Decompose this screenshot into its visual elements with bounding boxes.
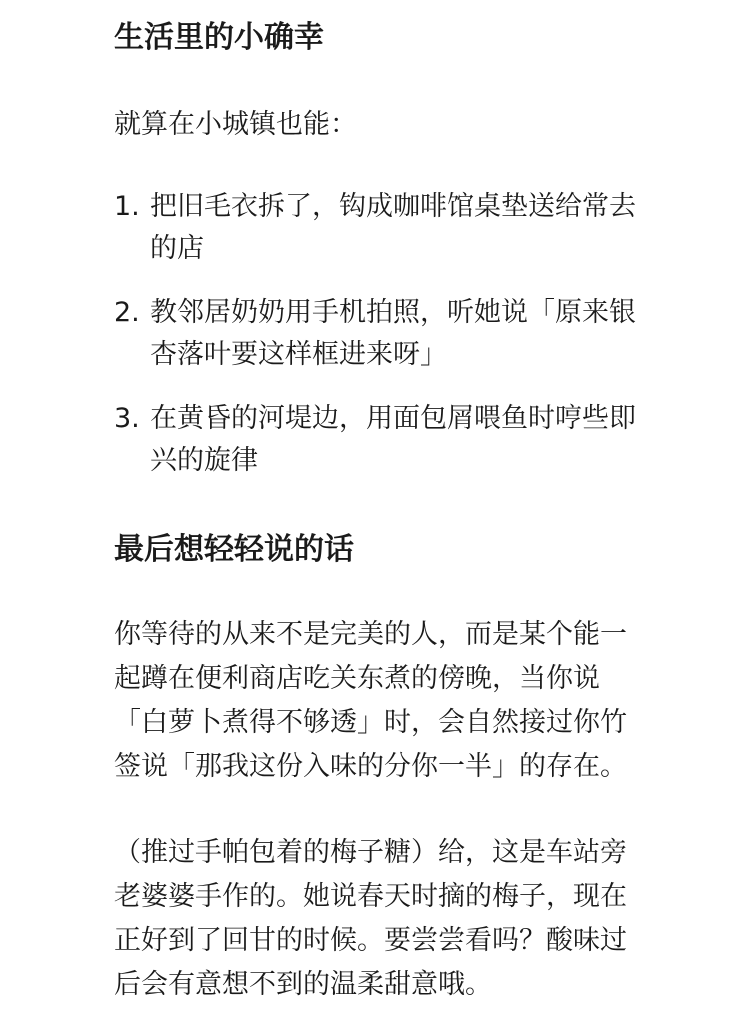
paragraph-line: 后会有意想不到的温柔甜意哦。	[114, 969, 492, 1000]
list-item-line: 教邻居奶奶用手机拍照，听她说「原来银	[150, 297, 636, 328]
list-item-line: 把旧毛衣拆了，钩成咖啡馆桌垫送给常去	[150, 191, 636, 222]
list-number: 1.	[114, 191, 140, 222]
list-number: 3.	[114, 403, 140, 434]
paragraph-line: 老婆婆手作的。她说春天时摘的梅子，现在	[114, 881, 627, 912]
paragraph-line: 起蹲在便利商店吃关东煮的傍晚，当你说	[114, 663, 600, 694]
paragraph-line: 签说「那我这份入味的分你一半」的存在。	[114, 751, 627, 782]
intro-text: 就算在小城镇也能：	[114, 109, 357, 140]
list-item-line: 兴的旋律	[150, 445, 258, 476]
list-item-2	[114, 292, 714, 376]
list-item-1	[114, 186, 714, 270]
section-heading-final-words: 最后想轻轻说的话	[114, 532, 354, 567]
paragraph-line: 「白萝卜煮得不够透」时，会自然接过你竹	[114, 707, 627, 738]
list-item-line: 杏落叶要这样框进来呀」	[150, 339, 447, 370]
paragraph-line: 正好到了回甘的时候。要尝尝看吗？酸味过	[114, 925, 627, 956]
paragraph-line: （推过手帕包着的梅子糖）给，这是车站旁	[114, 837, 627, 868]
paragraph-line: 你等待的从来不是完美的人，而是某个能一	[114, 619, 627, 650]
list-item-line: 的店	[150, 233, 204, 264]
section-heading-small-happiness: 生活里的小确幸	[114, 20, 324, 55]
list-number: 2.	[114, 297, 140, 328]
list-item-line: 在黄昏的河堤边，用面包屑喂鱼时哼些即	[150, 403, 636, 434]
list-item-3	[114, 398, 714, 482]
